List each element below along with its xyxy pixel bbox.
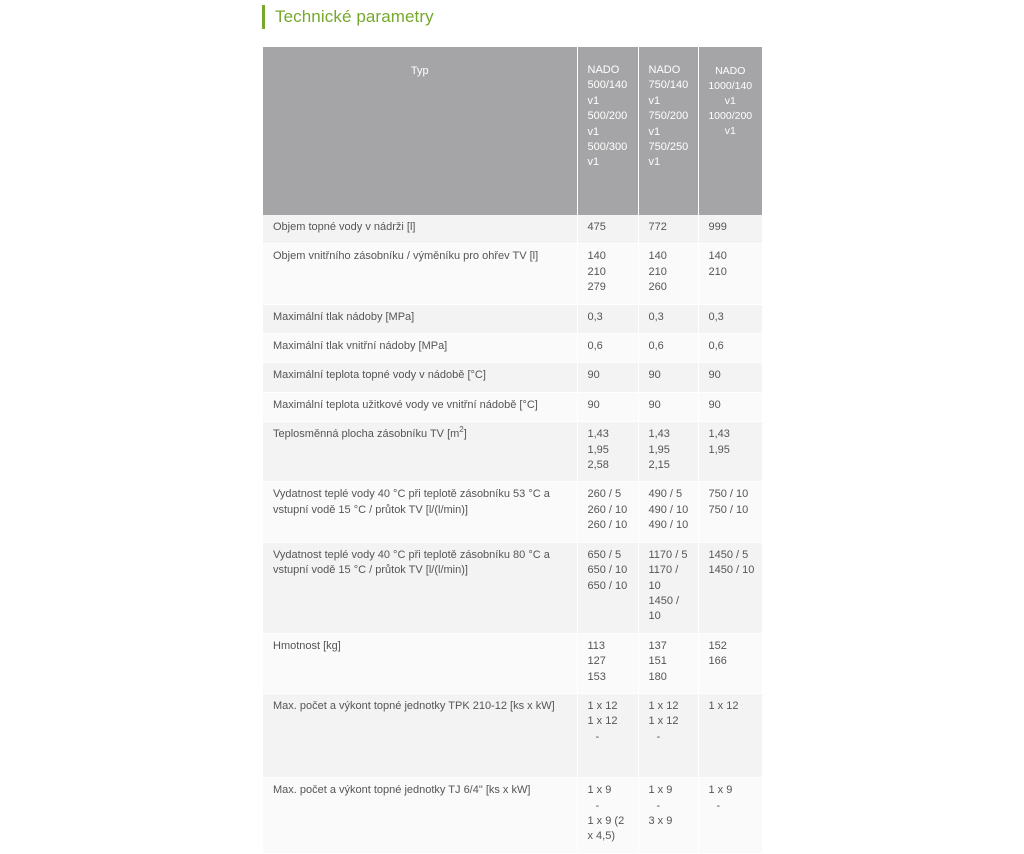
cell-line: - (716, 799, 721, 812)
cell-line: v1 (587, 125, 600, 138)
cell-line: 90 (587, 369, 600, 382)
cell-line: 260 / 10 (587, 503, 628, 516)
section-title: Technické parametry (275, 7, 434, 26)
cell-line: 137 (648, 639, 667, 652)
value-cell (577, 482, 638, 542)
cell-line: 1000/140 (708, 80, 753, 92)
section-heading (262, 4, 434, 30)
value-cell (577, 392, 638, 421)
cell-line: 999 (708, 221, 727, 233)
cell-line: v1 (724, 95, 736, 107)
cell-line: v1 (724, 125, 736, 137)
cell-line: Objem vnitřního zásobníku / výměníku pro ohřev TV [l] (273, 250, 539, 263)
cell-line: 180 (648, 670, 667, 683)
header-model-1000 (698, 47, 762, 215)
table-row (263, 693, 762, 777)
value-cell (577, 334, 638, 363)
cell-line: 140 (708, 250, 727, 263)
value-cell (698, 363, 762, 392)
heading-accent-bar (262, 5, 265, 29)
table-row (263, 215, 762, 244)
cell-line: 772 (648, 221, 667, 233)
table-header-row (263, 47, 762, 215)
cell-line: 210 (708, 265, 727, 278)
cell-line: 1,95 (587, 443, 609, 456)
cell-line: Maximální tlak nádoby [MPa] (273, 310, 415, 323)
value-cell (577, 693, 638, 777)
value-cell (698, 633, 762, 693)
cell-line: 500/200 (587, 110, 628, 123)
value-cell (698, 778, 762, 854)
parameter-label (263, 422, 577, 482)
cell-line: 260 / 10 (587, 519, 628, 532)
cell-line: v1 (648, 94, 661, 107)
cell-line: 3 x 9 (648, 814, 673, 827)
value-cell (698, 693, 762, 777)
value-cell (638, 693, 698, 777)
cell-line: 2,15 (648, 459, 670, 472)
cell-line: Vydatnost teplé vody 40 °C při teplotě zásobníku 80 °C a (273, 548, 550, 561)
cell-line: 1,43 (648, 428, 670, 441)
cell-line: NADO (715, 65, 746, 77)
cell-line: 650 / 10 (587, 579, 628, 592)
cell-line: Max. počet a výkont topné jednotky TJ 6/4" [ks x kW] (273, 784, 531, 797)
cell-line: 1000/200 (708, 110, 753, 122)
cell-line: 750/200 (648, 110, 689, 123)
cell-line: x 4,5) (587, 830, 616, 843)
value-cell (638, 778, 698, 854)
cell-line: 1 x 9 (648, 784, 673, 797)
parameter-label (263, 693, 577, 777)
cell-line: 0,3 (648, 310, 664, 323)
cell-line: 260 (648, 281, 667, 294)
value-cell (698, 215, 762, 244)
parameter-label (263, 778, 577, 854)
table-row (263, 482, 762, 542)
cell-line: 210 (648, 265, 667, 278)
value-cell (577, 778, 638, 854)
cell-line: 210 (587, 265, 606, 278)
value-cell (698, 244, 762, 304)
label-superscript: 2 (459, 425, 464, 435)
cell-line: 0,3 (587, 310, 603, 323)
cell-line: 1 x 9 (708, 784, 733, 797)
cell-line: 1 x 12 (648, 715, 679, 728)
cell-line: 127 (587, 655, 606, 668)
value-cell (638, 633, 698, 693)
cell-line: 750 / 10 (708, 503, 749, 516)
value-cell (698, 542, 762, 633)
cell-line: 90 (587, 398, 600, 411)
cell-line: 475 (587, 221, 606, 233)
cell-line: 10 (648, 579, 661, 592)
parameter-label (263, 304, 577, 333)
value-cell (638, 542, 698, 633)
cell-line: 0,3 (708, 310, 724, 323)
cell-line: Maximální teplota topné vody v nádobě [°C] (273, 369, 486, 382)
value-cell (698, 392, 762, 421)
cell-line: 153 (587, 670, 606, 683)
value-cell (577, 542, 638, 633)
value-cell (638, 422, 698, 482)
cell-line: 90 (648, 369, 661, 382)
cell-line: Maximální tlak vnitřní nádoby [MPa] (273, 340, 448, 353)
cell-line: 1 x 12 (587, 699, 618, 712)
cell-line: Hmotnost [kg] (273, 639, 341, 652)
cell-line: 151 (648, 655, 667, 668)
label-text: Teplosměnná plocha zásobníku TV [m (273, 428, 460, 441)
table-row (263, 778, 762, 854)
cell-line: 1450 / 5 (708, 548, 749, 561)
value-cell (698, 422, 762, 482)
table-row (263, 633, 762, 693)
value-cell (577, 633, 638, 693)
cell-line: 1,95 (708, 443, 730, 456)
cell-line: 260 / 5 (587, 488, 622, 501)
parameter-label (263, 334, 577, 363)
value-cell (577, 422, 638, 482)
parameter-label (263, 244, 577, 304)
cell-line: 1,43 (708, 428, 730, 441)
parameter-label (263, 392, 577, 421)
cell-line: v1 (587, 156, 600, 169)
cell-line: - (656, 730, 661, 743)
cell-line: Maximální teplota užitkové vody ve vnitřní nádobě [°C] (273, 398, 538, 411)
cell-line: 490 / 10 (648, 503, 689, 516)
cell-line: vstupní vodě 15 °C / průtok TV [l/(l/min)] (273, 503, 468, 516)
parameter-label (263, 482, 577, 542)
cell-line: 1170 / 5 (648, 548, 688, 561)
cell-line: v1 (648, 156, 661, 169)
table-row (263, 422, 762, 482)
cell-line: v1 (648, 125, 661, 138)
cell-line: 500/140 (587, 79, 628, 92)
cell-line: 1,95 (648, 443, 670, 456)
parameter-label (263, 215, 577, 244)
value-cell (638, 363, 698, 392)
cell-line: - (656, 799, 661, 812)
value-cell (698, 482, 762, 542)
value-cell (638, 304, 698, 333)
cell-line: 90 (648, 398, 661, 411)
cell-line: 152 (708, 639, 727, 652)
cell-line: 1 x 12 (708, 699, 739, 712)
cell-line: 650 / 5 (587, 548, 622, 561)
cell-line: 1450 / 10 (708, 564, 755, 577)
cell-line: 90 (708, 369, 721, 382)
value-cell (577, 215, 638, 244)
cell-line: Objem topné vody v nádrži [l] (273, 221, 416, 233)
table-row (263, 244, 762, 304)
cell-line: 1170 / (648, 564, 679, 577)
cell-line: 1 x 9 (587, 784, 612, 797)
value-cell (698, 304, 762, 333)
cell-line: 90 (708, 398, 721, 411)
cell-line: 279 (587, 281, 606, 294)
cell-line: - (595, 730, 600, 743)
cell-line: 750/250 (648, 141, 689, 154)
header-model-750 (638, 47, 698, 215)
cell-line: 750/140 (648, 79, 689, 92)
cell-line: 166 (708, 655, 727, 668)
cell-line: 1 x 9 (2 (587, 814, 625, 827)
value-cell (577, 304, 638, 333)
cell-line: 10 (648, 610, 661, 623)
value-cell (577, 244, 638, 304)
cell-line: 1 x 12 (587, 715, 618, 728)
cell-line: 490 / 10 (648, 519, 689, 532)
cell-line: 1450 / (648, 594, 680, 607)
table-row (263, 392, 762, 421)
cell-line: 140 (648, 250, 667, 263)
cell-line: Vydatnost teplé vody 40 °C při teplotě zásobníku 53 °C a (273, 488, 550, 501)
cell-line: v1 (587, 94, 600, 107)
cell-line: 2,58 (587, 459, 609, 472)
value-cell (638, 244, 698, 304)
cell-line: - (595, 799, 600, 812)
cell-line: 750 / 10 (708, 488, 749, 501)
cell-line: 1 x 12 (648, 699, 679, 712)
cell-line: 140 (587, 250, 606, 263)
cell-line: 650 / 10 (587, 564, 628, 577)
cell-line: NADO (587, 64, 620, 76)
cell-line: vstupní vodě 15 °C / průtok TV [l/(l/min)] (273, 564, 468, 577)
value-cell (698, 334, 762, 363)
value-cell (638, 482, 698, 542)
label-text-tail: ] (463, 428, 467, 441)
technical-parameters-table (263, 47, 762, 854)
parameter-label (263, 363, 577, 392)
cell-line: 0,6 (587, 340, 603, 353)
table-row (263, 542, 762, 633)
value-cell (638, 334, 698, 363)
header-model-500 (577, 47, 638, 215)
value-cell (638, 215, 698, 244)
table-row (263, 334, 762, 363)
value-cell (638, 392, 698, 421)
value-cell (577, 363, 638, 392)
cell-line: 500/300 (587, 141, 628, 154)
cell-line: NADO (648, 64, 681, 76)
cell-line: 1,43 (587, 428, 609, 441)
parameter-label (263, 542, 577, 633)
parameter-label (263, 633, 577, 693)
cell-line: Max. počet a výkont topné jednotky TPK 210-12 [ks x kW] (273, 699, 555, 712)
table-row (263, 363, 762, 392)
cell-line: 0,6 (648, 340, 664, 353)
header-type: Typ (263, 47, 577, 215)
cell-line: 0,6 (708, 340, 724, 353)
cell-line: 490 / 5 (648, 488, 683, 501)
cell-line: 113 (587, 639, 606, 652)
table-row (263, 304, 762, 333)
